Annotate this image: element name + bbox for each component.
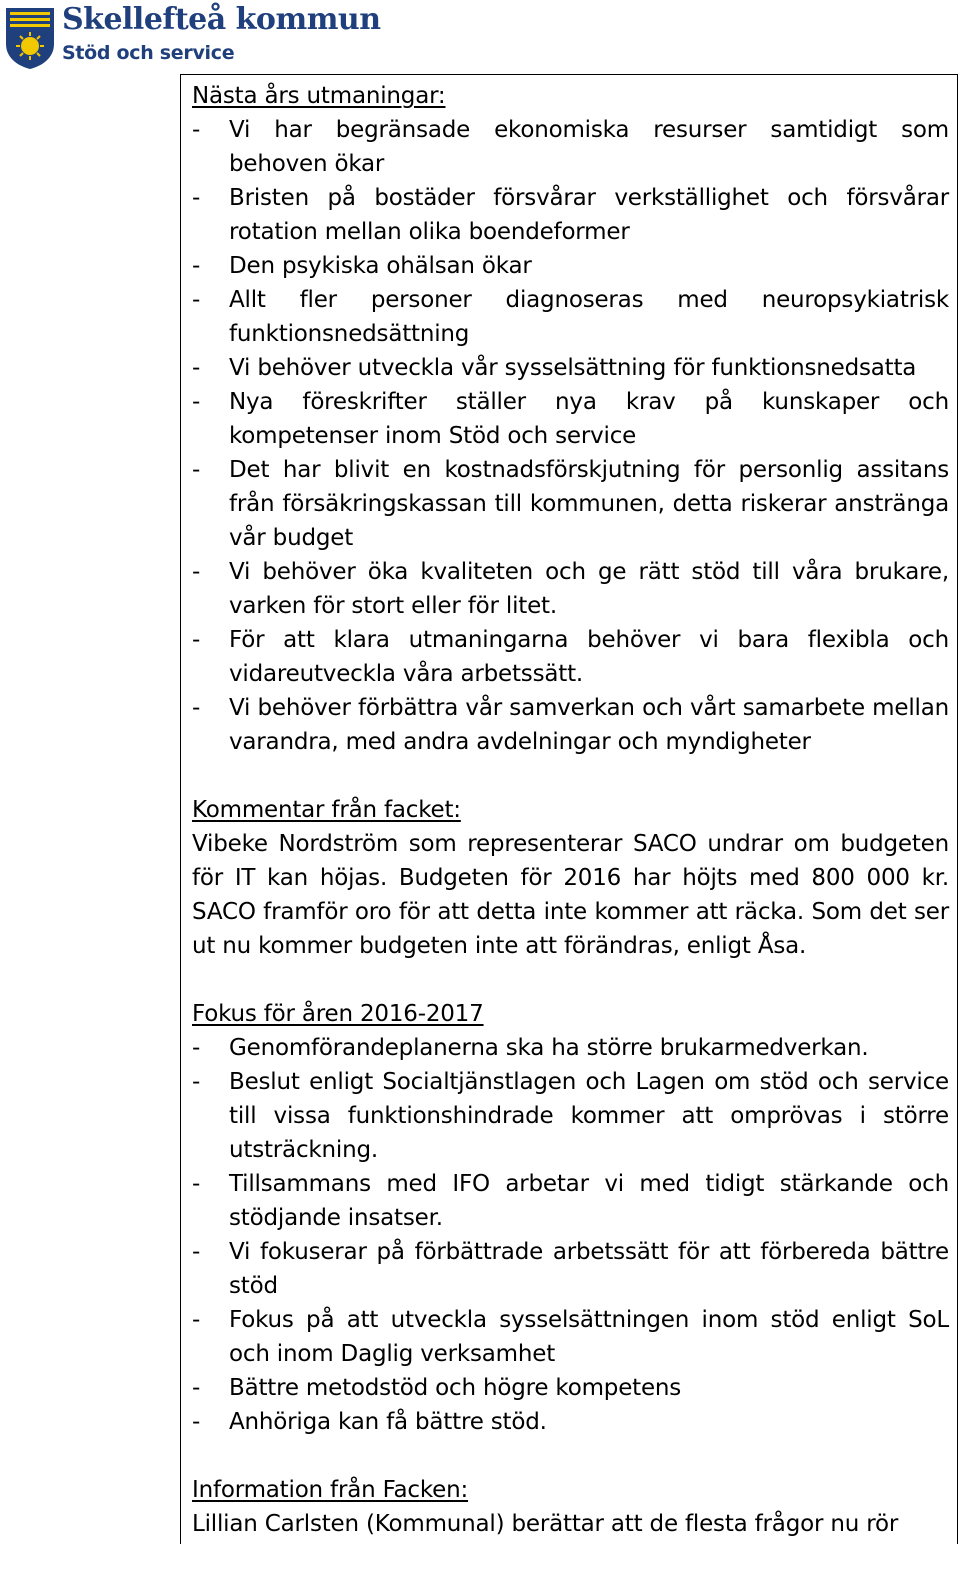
list-item: - Bristen på bostäder försvårar verkställighet och försvårar rotation mellan olika boendeformer xyxy=(192,181,949,249)
union-info-text: Lillian Carlsten (Kommunal) berättar att de flesta frågor nu rör xyxy=(192,1511,899,1537)
focus-list xyxy=(192,1031,949,1439)
list-item: - Vi fokuserar på förbättrade arbetssätt för att förbereda bättre stöd xyxy=(192,1235,949,1303)
list-item: - Vi har begränsade ekonomiska resurser samtidigt som behoven ökar xyxy=(192,113,949,181)
list-item: - Vi behöver förbättra vår samverkan och vårt samarbete mellan varandra, med andra avdelningar och myndigheter xyxy=(192,691,949,759)
list-item: - Nya föreskrifter ställer nya krav på kunskaper och kompetenser inom Stöd och service xyxy=(192,385,949,453)
union-comment-text: Vibeke Nordström som representerar SACO undrar om budgeten för IT kan höjas. Budgeten för 2016 har höjts med 800 000 kr. SACO framför oro för att detta inte kommer att räcka. Som det ser ut nu kommer budgeten inte att förändras, enligt Åsa. xyxy=(192,831,949,959)
list-item: - Den psykiska ohälsan ökar xyxy=(192,249,949,283)
section-heading: Kommentar från facket: xyxy=(192,797,461,823)
list-item: - Tillsammans med IFO arbetar vi med tidigt stärkande och stödjande insatser. xyxy=(192,1167,949,1235)
list-item: - Vi behöver öka kvaliteten och ge rätt stöd till våra brukare, varken för stort eller för litet. xyxy=(192,555,949,623)
page-header xyxy=(4,4,404,70)
list-item: - Genomförandeplanerna ska ha större brukarmedverkan. xyxy=(192,1031,949,1065)
section-challenges xyxy=(192,79,949,759)
municipal-crest-icon xyxy=(4,6,56,70)
organization-name: Skellefteå kommun xyxy=(62,2,381,37)
list-item: - Anhöriga kan få bättre stöd. xyxy=(192,1405,949,1439)
content-frame xyxy=(180,74,958,1544)
list-item: - Bättre metodstöd och högre kompetens xyxy=(192,1371,949,1405)
department-name: Stöd och service xyxy=(62,42,235,64)
list-item: - Vi behöver utveckla vår sysselsättning för funktionsnedsatta xyxy=(192,351,949,385)
list-item: - Beslut enligt Socialtjänstlagen och Lagen om stöd och service till vissa funktionshindrade kommer att omprövas i större utsträckning. xyxy=(192,1065,949,1167)
section-heading: Nästa års utmaningar: xyxy=(192,83,446,109)
section-heading: Information från Facken: xyxy=(192,1477,469,1503)
section-union-info xyxy=(192,1473,949,1541)
list-item: - Fokus på att utveckla sysselsättningen inom stöd enligt SoL och inom Daglig verksamhet xyxy=(192,1303,949,1371)
challenges-list xyxy=(192,113,949,759)
document-body xyxy=(192,79,949,1575)
list-item: - För att klara utmaningarna behöver vi bara flexibla och vidareutveckla våra arbetssätt. xyxy=(192,623,949,691)
section-focus xyxy=(192,997,949,1439)
section-heading: Fokus för åren 2016-2017 xyxy=(192,1001,484,1027)
list-item: - Det har blivit en kostnadsförskjutning för personlig assitans från försäkringskassan till kommunen, detta riskerar anstränga vår budget xyxy=(192,453,949,555)
section-union-comment xyxy=(192,793,949,963)
list-item: - Allt fler personer diagnoseras med neuropsykiatrisk funktionsnedsättning xyxy=(192,283,949,351)
